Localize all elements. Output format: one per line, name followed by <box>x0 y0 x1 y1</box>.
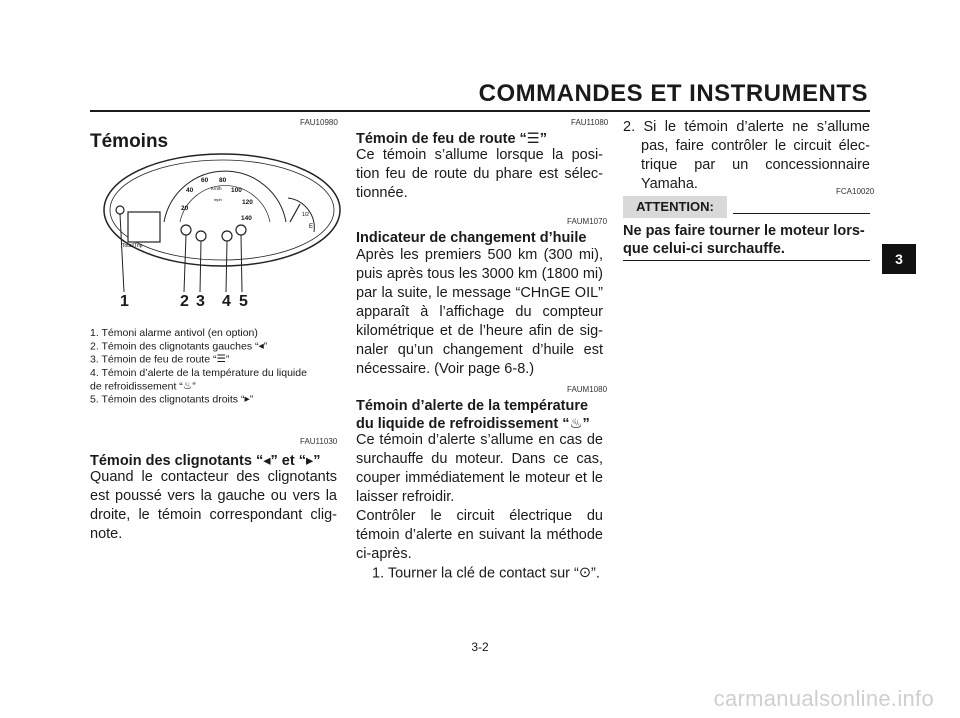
coolant-temp-icon: ♨ <box>569 416 583 433</box>
callout-2: 2 <box>180 293 189 310</box>
right-arrow-icon: ▸ <box>305 453 314 470</box>
speed-tick-140: 140 <box>241 215 252 222</box>
attention-bottom-rule <box>623 260 870 261</box>
attention-rule <box>733 213 870 214</box>
fuel-half-label: 1/2 <box>302 212 309 218</box>
section-code: FAU11080 <box>571 118 609 127</box>
speed-tick-40: 40 <box>186 187 194 194</box>
caption-4: 4. Témoin d’alerte de la température du liquide <box>90 366 307 379</box>
section-code: FAU11030 <box>300 437 338 446</box>
high-beam-icon: ☰ <box>216 353 226 366</box>
section-code: FAUM1070 <box>567 217 608 226</box>
speed-tick-120: 120 <box>242 199 253 206</box>
coolant-temp-icon: ♨ <box>182 379 193 392</box>
ignition-on-icon: ⊙ <box>578 565 592 581</box>
caption-1: 1. Témoni alarme antivol (en option) <box>90 327 258 339</box>
high-beam-icon: ☰ <box>526 131 540 148</box>
page-number: 3-2 <box>471 640 489 654</box>
section-heading-high-beam: Témoin de feu de route “☰” <box>356 131 548 148</box>
callout-4: 4 <box>222 293 231 310</box>
caption-4-cont: de refroidissement “♨” <box>90 379 196 392</box>
high-beam-indicator-icon <box>196 231 206 241</box>
high-beam-paragraph: Ce témoin s’allume lorsque la posi- tion feu de route du phare est sélec- tionnée. <box>356 147 603 201</box>
coolant-temp-indicator-icon <box>222 231 232 241</box>
caution-code: FCA10020 <box>836 187 875 196</box>
left-arrow-icon: ◂ <box>263 453 271 470</box>
right-arrow-icon: ▸ <box>244 392 250 405</box>
section-heading-coolant: Témoin d’alerte de la température du liquide de refroidissement “♨” <box>356 398 590 433</box>
attention-label: ATTENTION: <box>623 196 727 218</box>
page-header-title: COMMANDES ET INSTRUMENTS <box>478 80 868 107</box>
header-rule <box>90 110 870 112</box>
fuel-empty-label: E <box>309 224 314 230</box>
coolant-step-1: 1. Tourner la clé de contact sur “⊙”. <box>372 565 600 582</box>
caption-2: 2. Témoin des clignotants gauches “◂” <box>90 340 268 353</box>
section-heading-oil-change: Indicateur de changement d’huile <box>356 230 587 246</box>
section-code: FAUM1080 <box>567 385 608 394</box>
coolant-paragraph: Ce témoin d’alerte s’allume en cas de surchauffe du moteur. Dans ce cas, couper immédiatement le moteur et le laisser refroidir. Contrôler le circuit électrique du témoin d’alerte en suivant la méthode ci-après. <box>356 432 603 562</box>
speed-tick-60: 60 <box>201 177 209 184</box>
callout-1: 1 <box>120 293 129 310</box>
attention-warning-text: Ne pas faire tourner le moteur lors- que celui-ci surchauffe. <box>623 223 865 257</box>
coolant-step-2: 2. Si le témoin d’alerte ne s’allume pas, faire contrôler le circuit élec- trique par un concessionnaire Yamaha. <box>623 119 870 192</box>
speed-tick-80: 80 <box>219 177 227 184</box>
oil-change-paragraph: Après les premiers 500 km (300 mi), puis après tous les 3000 km (1800 mi) par la suite, le message “CHnGE OIL” apparaît à l’affichage du compteur kilométrique et de l’heure afin de sig- naler qu’un changement d’huile est nécessaire. (Voir page 6-8.) <box>356 247 603 377</box>
section-code: FAU10980 <box>300 118 338 127</box>
chapter-tab: 3 <box>882 244 916 274</box>
callout-5: 5 <box>239 293 248 310</box>
caption-3: 3. Témoin de feu de route “☰” <box>90 353 230 366</box>
section-heading-turn-signals: Témoin des clignotants “◂” et “▸” <box>90 453 321 470</box>
mph-unit-label: mph <box>214 197 222 202</box>
caption-5: 5. Témoin des clignotants droits “▸” <box>90 392 254 406</box>
turn-signals-paragraph: Quand le contacteur des clignotants est poussé vers la gauche ou vers la droite, le témoin correspondant clig- note. <box>90 469 337 542</box>
left-turn-indicator-icon <box>181 225 191 235</box>
speed-tick-20: 20 <box>181 205 189 212</box>
right-turn-indicator-icon <box>236 225 246 235</box>
immobilizer-light-icon <box>116 206 124 214</box>
callout-3: 3 <box>196 293 205 310</box>
left-arrow-icon: ◂ <box>258 340 264 352</box>
odometer-display <box>128 212 160 242</box>
section-heading-temoins: Témoins <box>90 131 169 152</box>
speed-tick-100: 100 <box>231 187 242 194</box>
odometer-label: Total/Trip <box>122 243 143 249</box>
figure-captions <box>90 327 307 406</box>
watermark: carmanualsonline.info <box>713 686 934 711</box>
speed-unit-label: Km/h <box>211 186 222 191</box>
